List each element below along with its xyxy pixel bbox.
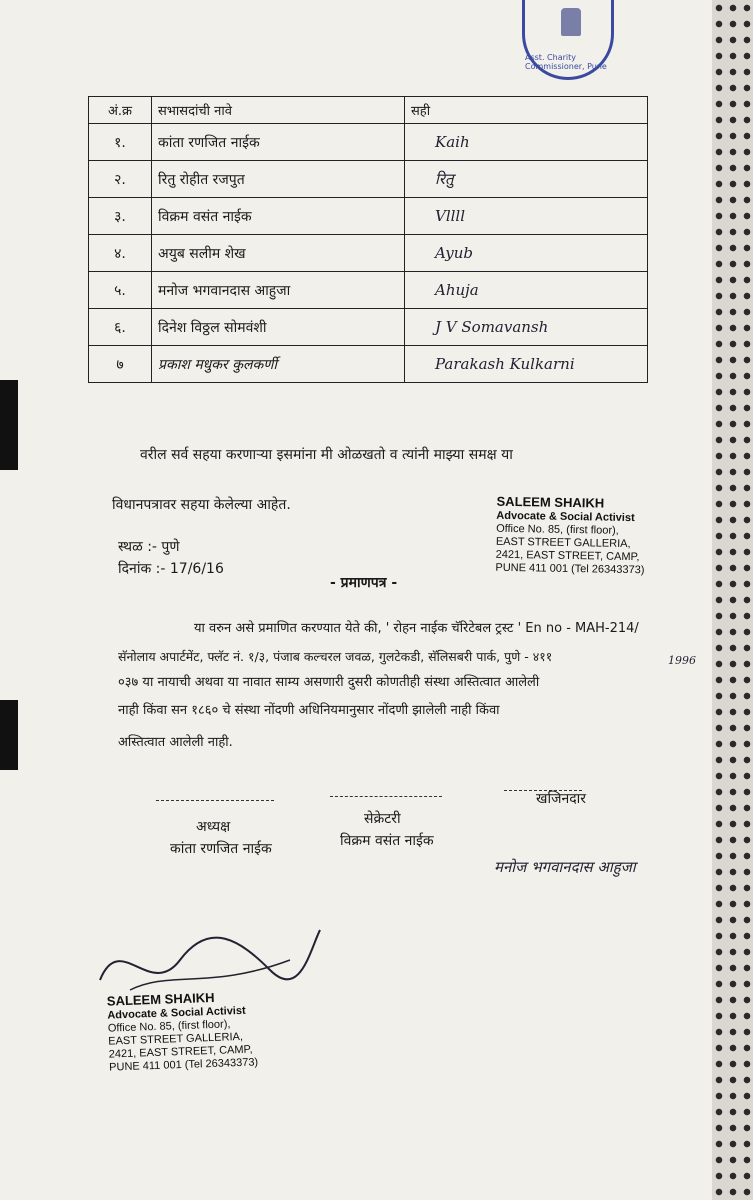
- advocate-name: SALEEM SHAIKH: [106, 989, 215, 1009]
- binder-clip-bottom: [0, 700, 18, 770]
- table-row: [89, 346, 648, 383]
- table-row: [89, 124, 648, 161]
- advocate-building: EAST STREET GALLERIA,: [108, 1030, 244, 1048]
- cert-line-3: ०३७ या नायाची अथवा या नावात साम्य असणारी दुसरी कोणतीही संस्था अस्तित्वात आलेली: [118, 675, 540, 690]
- advocate-stamp-bottom: [107, 989, 259, 1074]
- member-name: रितु रोहीत रजपुत: [152, 161, 405, 198]
- member-signature: Ayub: [405, 235, 648, 272]
- member-name: दिनेश विठ्ठल सोमवंशी: [152, 309, 405, 346]
- cert-reg-year: 1996: [668, 654, 696, 667]
- advocate-street: 2421, EAST STREET, CAMP,: [495, 548, 640, 564]
- member-signature: Parakash Kulkarni: [405, 346, 648, 383]
- advocate-title: Advocate & Social Activist: [107, 1004, 246, 1022]
- row-number: ७: [89, 346, 152, 383]
- cert-line-2: सॅनोलाय अपार्टमेंट, फ्लॅट नं. १/३, पंजाब कल्चरल जवळ, गुलटेकडी, सॅलिसबरी पार्क, पुणे - ४११: [118, 649, 553, 664]
- member-name: मनोज भगवानदास आहुजा: [152, 272, 405, 309]
- certificate-heading: - प्रमाणपत्र -: [330, 575, 398, 591]
- table-row: [89, 161, 648, 198]
- attestation-line-1: वरील सर्व सहया करणाऱ्या इसमांना मी ओळखतो व त्यांनी माझ्या समक्ष या: [140, 447, 513, 463]
- member-name: कांता रणजित नाईक: [152, 124, 405, 161]
- advocate-city: PUNE 411 001 (Tel 26343373): [108, 1056, 259, 1074]
- advocate-office: Office No. 85, (first floor),: [496, 522, 619, 537]
- member-name: अयुब सलीम शेख: [152, 235, 405, 272]
- advocate-office: Office No. 85, (first floor),: [107, 1018, 231, 1035]
- member-name: विक्रम वसंत नाईक: [152, 198, 405, 235]
- place: स्थळ :- पुणे: [118, 539, 180, 555]
- row-number: ४.: [89, 235, 152, 272]
- president-role: अध्यक्ष: [196, 819, 231, 835]
- row-number: ३.: [89, 198, 152, 235]
- header-name: सभासदांची नावे: [152, 97, 405, 124]
- row-number: ६.: [89, 309, 152, 346]
- member-signature: J V Somavansh: [405, 309, 648, 346]
- treasurer-name: मनोज भगवानदास आहुजा: [494, 858, 636, 876]
- page-edge-background: [712, 0, 753, 1200]
- binder-clip-top: [0, 380, 18, 470]
- attestation-line-2: विधानपत्रावर सहया केलेल्या आहेत.: [112, 497, 291, 513]
- secretary-sign-line: [330, 796, 442, 797]
- cert-line-1: या वरुन असे प्रमाणित करण्यात येते की, ' रोहन नाईक चॅरिटेबल ट्रस्ट ' En no - MAH-214/: [194, 621, 639, 636]
- table-row: [89, 198, 648, 235]
- member-signature: रितु: [405, 161, 648, 198]
- advocate-name: SALEEM SHAIKH: [496, 493, 605, 511]
- member-signature: Kaih: [405, 124, 648, 161]
- advocate-stamp-top: [495, 495, 645, 578]
- president-sign-line: [156, 800, 274, 801]
- advocate-city: PUNE 411 001 (Tel 26343373): [495, 561, 645, 577]
- row-number: २.: [89, 161, 152, 198]
- secretary-role: सेक्रेटरी: [364, 811, 401, 827]
- cert-line-5: अस्तित्वात आलेली नाही.: [118, 735, 233, 750]
- president-name: कांता रणजित नाईक: [170, 841, 272, 857]
- treasurer-role: खजिनदार: [536, 791, 587, 807]
- table-row: [89, 309, 648, 346]
- official-stamp: [522, 0, 614, 80]
- stamp-text: Asst. Charity Commissioner, Pune: [525, 53, 607, 71]
- header-signature: सही: [405, 97, 648, 124]
- advocate-title: Advocate & Social Activist: [496, 509, 635, 525]
- member-signature: Ahuja: [405, 272, 648, 309]
- header-number: अं.क्र: [89, 97, 152, 124]
- advocate-building: EAST STREET GALLERIA,: [495, 535, 631, 551]
- emblem-icon: [561, 8, 581, 36]
- table-row: [89, 272, 648, 309]
- members-table: [88, 96, 648, 383]
- cert-line-4: नाही किंवा सन १८६० चे संस्था नोंदणी अधिनियमानुसार नोंदणी झालेली नाही किंवा: [118, 703, 500, 718]
- member-signature: Vllll: [405, 198, 648, 235]
- row-number: ५.: [89, 272, 152, 309]
- member-name: प्रकाश मधुकर कुलकर्णी: [152, 346, 405, 383]
- row-number: १.: [89, 124, 152, 161]
- advocate-street: 2421, EAST STREET, CAMP,: [108, 1043, 253, 1061]
- table-row: [89, 235, 648, 272]
- secretary-name: विक्रम वसंत नाईक: [340, 833, 434, 849]
- date: दिनांक :- 17/6/16: [118, 561, 224, 577]
